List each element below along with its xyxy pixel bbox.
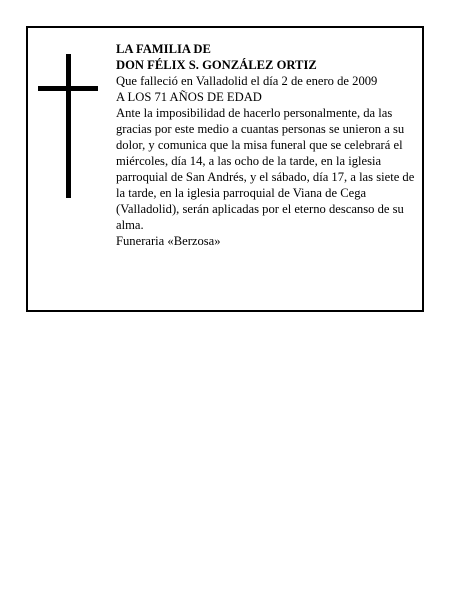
- death-line: Que falleció en Valladolid el día 2 de enero de 2009: [116, 74, 378, 88]
- cross-horizontal-bar: [38, 86, 98, 91]
- cross-icon: [38, 54, 98, 198]
- obituary-notice: [26, 26, 424, 312]
- body-text: Ante la imposibilidad de hacerlo personalmente, da las gracias por este medio a cuantas personas se unieron a su dolor, y comunica que la misa funeral que se celebrará el miércoles, día 14, a las ocho de la tarde, en la iglesia parroquial de San Andrés, y el sábado, día 17, a las siete de la tarde, en la iglesia parroquial de Viana de Cega (Valladolid), serán aplicadas por el eterno descanso de su alma.: [116, 106, 415, 232]
- notice-text: [116, 41, 418, 249]
- funeral-home: Funeraria «Berzosa»: [116, 234, 221, 248]
- cross-vertical-bar: [66, 54, 71, 198]
- deceased-name: DON FÉLIX S. GONZÁLEZ ORTIZ: [116, 58, 317, 72]
- family-line: LA FAMILIA DE: [116, 42, 211, 56]
- age-line: A LOS 71 AÑOS DE EDAD: [116, 90, 262, 104]
